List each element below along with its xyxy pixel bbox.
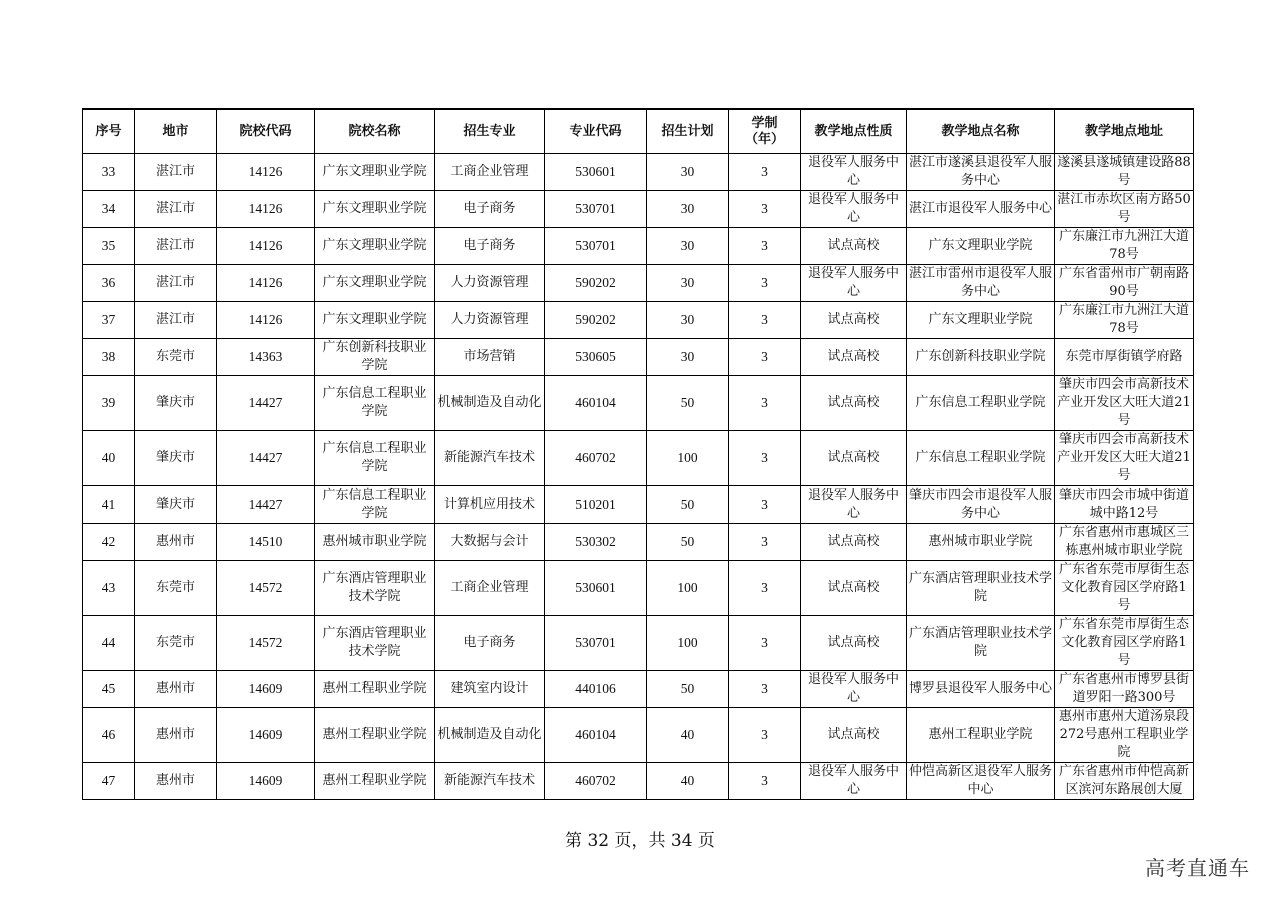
major-code-cell: 530701 (545, 228, 647, 265)
years-cell: 3 (729, 228, 801, 265)
address-cell: 广东省惠州市仲恺高新区滨河东路展创大厦 (1055, 763, 1194, 800)
site-type-cell: 试点高校 (801, 302, 907, 339)
site-type-cell: 试点高校 (801, 616, 907, 671)
major-code-cell: 460104 (545, 376, 647, 431)
city-cell: 湛江市 (135, 154, 217, 191)
header-cell: 招生计划 (647, 109, 729, 154)
address-cell: 广东廉江市九洲江大道78号 (1055, 302, 1194, 339)
site-name-cell: 广东信息工程职业学院 (907, 431, 1055, 486)
school-code-cell: 14126 (217, 154, 315, 191)
city-cell: 湛江市 (135, 302, 217, 339)
school-code-cell: 14609 (217, 708, 315, 763)
city-cell: 湛江市 (135, 228, 217, 265)
school-code-cell: 14427 (217, 376, 315, 431)
plan-cell: 100 (647, 431, 729, 486)
site-name-cell: 广东文理职业学院 (907, 228, 1055, 265)
seq-cell: 46 (83, 708, 135, 763)
city-cell: 东莞市 (135, 339, 217, 376)
site-name-cell: 湛江市退役军人服务中心 (907, 191, 1055, 228)
school-code-cell: 14510 (217, 524, 315, 561)
major-code-cell: 460702 (545, 763, 647, 800)
major-cell: 电子商务 (435, 191, 545, 228)
plan-cell: 100 (647, 616, 729, 671)
site-type-cell: 退役军人服务中心 (801, 154, 907, 191)
years-cell: 3 (729, 486, 801, 524)
address-cell: 湛江市赤坎区南方路50号 (1055, 191, 1194, 228)
address-cell: 广东廉江市九洲江大道78号 (1055, 228, 1194, 265)
school-code-cell: 14572 (217, 616, 315, 671)
school-code-cell: 14609 (217, 763, 315, 800)
site-name-cell: 广东信息工程职业学院 (907, 376, 1055, 431)
seq-cell: 44 (83, 616, 135, 671)
school-name-cell: 广东酒店管理职业技术学院 (315, 561, 435, 616)
header-cell: 教学地点地址 (1055, 109, 1194, 154)
watermark: 高考直通车 (1145, 856, 1250, 880)
major-cell: 工商企业管理 (435, 154, 545, 191)
table-row (83, 265, 1194, 302)
site-name-cell: 广东酒店管理职业技术学院 (907, 561, 1055, 616)
years-cell: 3 (729, 524, 801, 561)
school-code-cell: 14363 (217, 339, 315, 376)
major-code-cell: 460702 (545, 431, 647, 486)
school-name-cell: 广东文理职业学院 (315, 302, 435, 339)
table-row (83, 561, 1194, 616)
major-code-cell: 440106 (545, 671, 647, 708)
header-cell: 序号 (83, 109, 135, 154)
site-name-cell: 广东文理职业学院 (907, 302, 1055, 339)
site-name-cell: 惠州工程职业学院 (907, 708, 1055, 763)
site-name-cell: 肇庆市四会市退役军人服务中心 (907, 486, 1055, 524)
seq-cell: 37 (83, 302, 135, 339)
city-cell: 东莞市 (135, 561, 217, 616)
address-cell: 肇庆市四会市城中街道城中路12号 (1055, 486, 1194, 524)
table-row (83, 154, 1194, 191)
major-cell: 人力资源管理 (435, 302, 545, 339)
address-cell: 惠州市惠州大道汤泉段272号惠州工程职业学院 (1055, 708, 1194, 763)
table-row (83, 671, 1194, 708)
table-row (83, 302, 1194, 339)
major-cell: 机械制造及自动化 (435, 376, 545, 431)
table-row (83, 708, 1194, 763)
site-type-cell: 试点高校 (801, 524, 907, 561)
site-type-cell: 试点高校 (801, 561, 907, 616)
city-cell: 惠州市 (135, 708, 217, 763)
table-row (83, 376, 1194, 431)
major-code-cell: 530701 (545, 191, 647, 228)
seq-cell: 43 (83, 561, 135, 616)
years-cell: 3 (729, 302, 801, 339)
site-type-cell: 试点高校 (801, 228, 907, 265)
major-cell: 新能源汽车技术 (435, 763, 545, 800)
enrollment-table (82, 108, 1194, 800)
site-type-cell: 试点高校 (801, 376, 907, 431)
school-name-cell: 惠州工程职业学院 (315, 708, 435, 763)
school-name-cell: 惠州工程职业学院 (315, 671, 435, 708)
years-cell: 3 (729, 708, 801, 763)
site-name-cell: 仲恺高新区退役军人服务中心 (907, 763, 1055, 800)
major-cell: 新能源汽车技术 (435, 431, 545, 486)
major-cell: 计算机应用技术 (435, 486, 545, 524)
seq-cell: 35 (83, 228, 135, 265)
years-cell: 3 (729, 561, 801, 616)
site-type-cell: 退役军人服务中心 (801, 191, 907, 228)
seq-cell: 42 (83, 524, 135, 561)
plan-cell: 30 (647, 154, 729, 191)
city-cell: 东莞市 (135, 616, 217, 671)
school-name-cell: 广东信息工程职业学院 (315, 376, 435, 431)
table-row (83, 191, 1194, 228)
major-code-cell: 530601 (545, 154, 647, 191)
city-cell: 肇庆市 (135, 486, 217, 524)
major-code-cell: 590202 (545, 265, 647, 302)
address-cell: 广东省东莞市厚街生态文化教育园区学府路1号 (1055, 616, 1194, 671)
address-cell: 遂溪县遂城镇建设路88号 (1055, 154, 1194, 191)
site-name-cell: 广东创新科技职业学院 (907, 339, 1055, 376)
seq-cell: 41 (83, 486, 135, 524)
major-code-cell: 510201 (545, 486, 647, 524)
school-code-cell: 14126 (217, 191, 315, 228)
header-cell: 专业代码 (545, 109, 647, 154)
site-name-cell: 博罗县退役军人服务中心 (907, 671, 1055, 708)
header-cell: 院校代码 (217, 109, 315, 154)
site-type-cell: 试点高校 (801, 339, 907, 376)
address-cell: 肇庆市四会市高新技术产业开发区大旺大道21号 (1055, 431, 1194, 486)
school-name-cell: 广东文理职业学院 (315, 265, 435, 302)
city-cell: 惠州市 (135, 763, 217, 800)
school-code-cell: 14572 (217, 561, 315, 616)
site-name-cell: 惠州城市职业学院 (907, 524, 1055, 561)
site-type-cell: 试点高校 (801, 431, 907, 486)
header-cell: 院校名称 (315, 109, 435, 154)
seq-cell: 45 (83, 671, 135, 708)
table-row (83, 763, 1194, 800)
plan-cell: 50 (647, 486, 729, 524)
school-code-cell: 14126 (217, 228, 315, 265)
years-cell: 3 (729, 763, 801, 800)
city-cell: 肇庆市 (135, 431, 217, 486)
site-name-cell: 广东酒店管理职业技术学院 (907, 616, 1055, 671)
seq-cell: 47 (83, 763, 135, 800)
site-type-cell: 退役军人服务中心 (801, 763, 907, 800)
seq-cell: 40 (83, 431, 135, 486)
site-type-cell: 退役军人服务中心 (801, 671, 907, 708)
plan-cell: 40 (647, 708, 729, 763)
major-code-cell: 530601 (545, 561, 647, 616)
years-cell: 3 (729, 154, 801, 191)
plan-cell: 40 (647, 763, 729, 800)
years-cell: 3 (729, 616, 801, 671)
school-name-cell: 广东酒店管理职业技术学院 (315, 616, 435, 671)
address-cell: 广东省惠州市博罗县街道罗阳一路300号 (1055, 671, 1194, 708)
table-header-row (83, 109, 1194, 154)
seq-cell: 36 (83, 265, 135, 302)
years-cell: 3 (729, 339, 801, 376)
major-code-cell: 530701 (545, 616, 647, 671)
school-name-cell: 广东文理职业学院 (315, 228, 435, 265)
school-name-cell: 广东文理职业学院 (315, 154, 435, 191)
header-cell: 招生专业 (435, 109, 545, 154)
school-code-cell: 14126 (217, 265, 315, 302)
plan-cell: 30 (647, 265, 729, 302)
site-name-cell: 湛江市遂溪县退役军人服务中心 (907, 154, 1055, 191)
school-name-cell: 广东文理职业学院 (315, 191, 435, 228)
years-cell: 3 (729, 191, 801, 228)
school-name-cell: 广东信息工程职业学院 (315, 486, 435, 524)
seq-cell: 34 (83, 191, 135, 228)
page-footer: 第 32 页，共 34 页 (565, 831, 715, 851)
seq-cell: 38 (83, 339, 135, 376)
plan-cell: 30 (647, 228, 729, 265)
major-cell: 市场营销 (435, 339, 545, 376)
city-cell: 肇庆市 (135, 376, 217, 431)
address-cell: 肇庆市四会市高新技术产业开发区大旺大道21号 (1055, 376, 1194, 431)
plan-cell: 30 (647, 339, 729, 376)
header-cell: 教学地点名称 (907, 109, 1055, 154)
school-code-cell: 14427 (217, 486, 315, 524)
address-cell: 东莞市厚街镇学府路 (1055, 339, 1194, 376)
major-cell: 电子商务 (435, 616, 545, 671)
years-cell: 3 (729, 671, 801, 708)
major-code-cell: 530605 (545, 339, 647, 376)
years-cell: 3 (729, 431, 801, 486)
school-name-cell: 惠州工程职业学院 (315, 763, 435, 800)
header-cell: 教学地点性质 (801, 109, 907, 154)
header-cell: 学制 （年） (729, 109, 801, 154)
site-type-cell: 试点高校 (801, 708, 907, 763)
address-cell: 广东省东莞市厚街生态文化教育园区学府路1号 (1055, 561, 1194, 616)
table-row (83, 228, 1194, 265)
seq-cell: 33 (83, 154, 135, 191)
plan-cell: 30 (647, 191, 729, 228)
seq-cell: 39 (83, 376, 135, 431)
major-code-cell: 530302 (545, 524, 647, 561)
years-cell: 3 (729, 376, 801, 431)
major-cell: 机械制造及自动化 (435, 708, 545, 763)
address-cell: 广东省惠州市惠城区三栋惠州城市职业学院 (1055, 524, 1194, 561)
years-cell: 3 (729, 265, 801, 302)
major-cell: 大数据与会计 (435, 524, 545, 561)
table-row (83, 524, 1194, 561)
major-code-cell: 460104 (545, 708, 647, 763)
major-cell: 人力资源管理 (435, 265, 545, 302)
major-cell: 建筑室内设计 (435, 671, 545, 708)
table-row (83, 616, 1194, 671)
school-name-cell: 广东创新科技职业学院 (315, 339, 435, 376)
site-type-cell: 退役军人服务中心 (801, 265, 907, 302)
table-row (83, 339, 1194, 376)
table-row (83, 431, 1194, 486)
school-code-cell: 14126 (217, 302, 315, 339)
plan-cell: 50 (647, 524, 729, 561)
address-cell: 广东省雷州市广朝南路90号 (1055, 265, 1194, 302)
city-cell: 湛江市 (135, 265, 217, 302)
city-cell: 湛江市 (135, 191, 217, 228)
city-cell: 惠州市 (135, 671, 217, 708)
major-cell: 工商企业管理 (435, 561, 545, 616)
school-code-cell: 14609 (217, 671, 315, 708)
site-name-cell: 湛江市雷州市退役军人服务中心 (907, 265, 1055, 302)
city-cell: 惠州市 (135, 524, 217, 561)
school-code-cell: 14427 (217, 431, 315, 486)
plan-cell: 30 (647, 302, 729, 339)
major-code-cell: 590202 (545, 302, 647, 339)
plan-cell: 50 (647, 376, 729, 431)
site-type-cell: 退役军人服务中心 (801, 486, 907, 524)
table-row (83, 486, 1194, 524)
header-cell: 地市 (135, 109, 217, 154)
major-cell: 电子商务 (435, 228, 545, 265)
plan-cell: 100 (647, 561, 729, 616)
school-name-cell: 广东信息工程职业学院 (315, 431, 435, 486)
school-name-cell: 惠州城市职业学院 (315, 524, 435, 561)
plan-cell: 50 (647, 671, 729, 708)
